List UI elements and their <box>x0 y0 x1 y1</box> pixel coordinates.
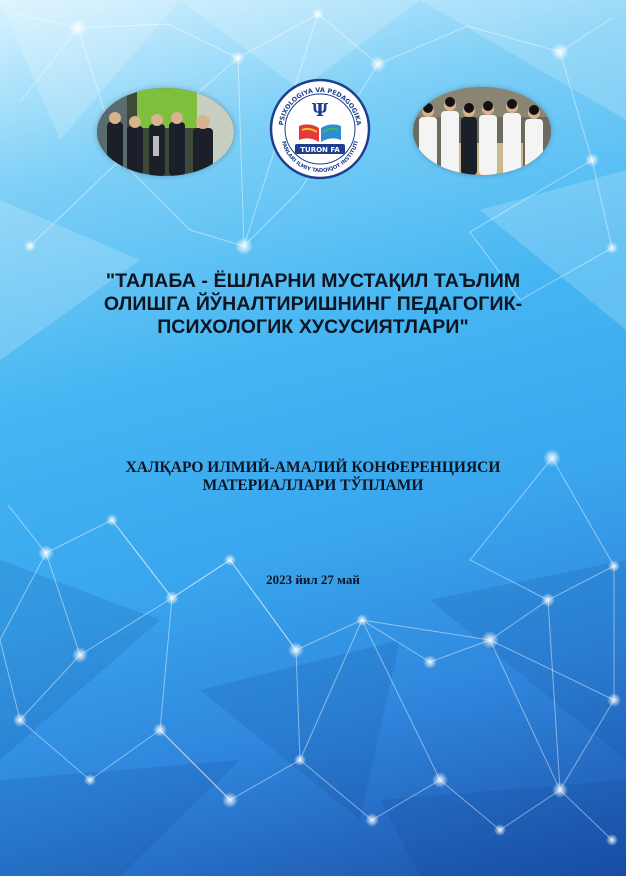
institute-logo <box>269 78 371 180</box>
title-line: "ТАЛАБА - ЁШЛАРНИ МУСТАҚИЛ ТАЪЛИМ <box>105 270 521 292</box>
students-photo-right <box>413 87 551 175</box>
cover-subtitle <box>80 459 546 495</box>
logo-top-text: PSIXOLOGIYA VA PEDAGOGIKA <box>277 85 363 126</box>
conference-date: 2023 йил 27 май <box>266 572 360 587</box>
logo-bottom-text: FANLARI ILMIY TADQIQOT INSTITUTI <box>279 140 361 175</box>
title-line: ПСИХОЛОГИК ХУСУСИЯТЛАРИ" <box>157 316 469 338</box>
psi-symbol-icon: Ψ <box>311 100 329 121</box>
title-line: ОЛИШГА ЙЎНАЛТИРИШНИНГ ПЕДАГОГИК- <box>103 293 523 315</box>
subtitle-line: ХАЛҚАРО ИЛМИЙ-АМАЛИЙ КОНФЕРЕНЦИЯСИ <box>125 459 501 476</box>
logo-band-text: TURON FA <box>300 146 340 154</box>
students-photo-left <box>97 88 234 176</box>
cover-title <box>60 270 566 339</box>
subtitle-line: МАТЕРИАЛЛАРИ ТЎПЛАМИ <box>202 477 424 494</box>
